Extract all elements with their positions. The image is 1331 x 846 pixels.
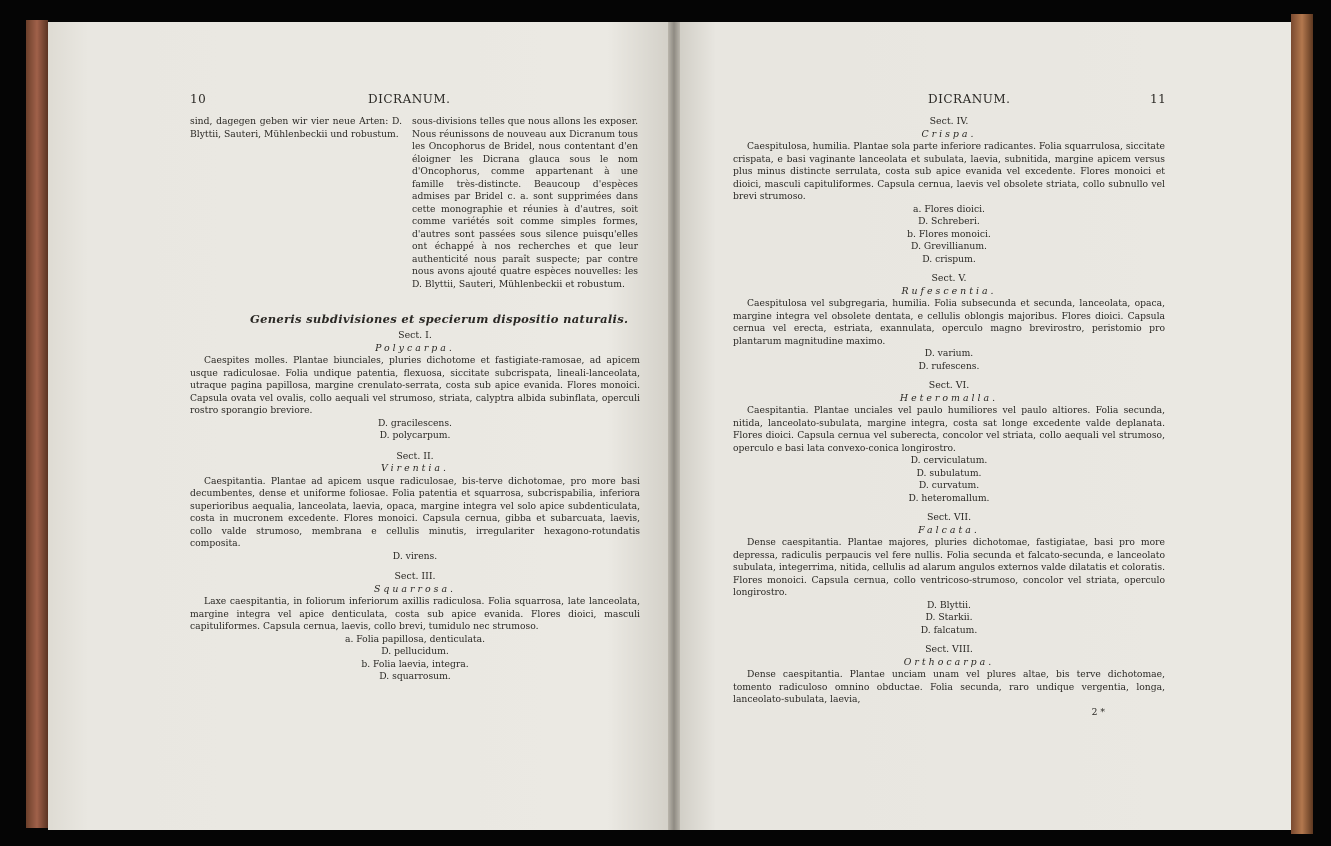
species-item: D. squarrosum. — [379, 671, 451, 682]
sect-heading: Sect. I. — [398, 330, 432, 341]
sect-description: Caespitulosa, humilia. Plantae sola parte inferiore radicantes. Folia squarrulosa, siccitate crispata, e basi vaginante lanceolata et subulata, laevia, subnitida, margine apicem versus plus minus distincte serrulata, costa sub apice evanida vel excedente. Flores monoici et dioici, masculi capituliformes. Capsula cernua, laevis vel obsolete striata, collo subnullo vel brevi strumoso. — [733, 141, 1165, 202]
sect-description: Caespites molles. Plantae biunciales, pluries dichotome et fastigiate-ramosae, ad apicem usque radiculosae. Folia undique patentia, flexuosa, siccitate subcrispata, lineali-lanceolata, utraque pagina papillosa, margine crenulato-serrata, costa sub apice evanida. Flores monoici. Capsula ovata vel ovalis, collo aequali vel strumoso, striata, calyptra albida subinflata, operculi rostro sporangio breviore. — [190, 355, 640, 416]
left-running-head: DICRANUM. — [368, 92, 451, 106]
left-sections — [190, 330, 640, 684]
section-title: Generis subdivisiones et specierum dispositio naturalis. — [250, 312, 629, 326]
species-item: D. falcatum. — [920, 624, 978, 636]
species-item: D. gracilescens. — [378, 417, 452, 429]
left-page-number: 10 — [190, 92, 207, 106]
sect-heading: Sect. VII. — [926, 512, 972, 523]
right-running-head: DICRANUM. — [928, 92, 1011, 106]
signature-mark: 2 * — [1091, 706, 1105, 718]
right-page-number: 11 — [1150, 92, 1167, 106]
species-item: D. pellucidum. — [381, 646, 449, 657]
sect-heading: Sect. VI. — [928, 380, 970, 391]
sect-description: Dense caespitantia. Plantae unciam unam vel plures altae, bis terve dichotomae, tomento radiculoso omnino obductae. Folia secunda, raro undique vergentia, longa, lanceolato-subulata, laevia, — [733, 669, 1165, 705]
sect-heading: Sect. III. — [394, 571, 436, 582]
species-item: D. Blyttii. — [927, 599, 971, 611]
sect-name: Orthocarpa. — [903, 656, 995, 668]
sect-description: Caespitulosa vel subgregaria, humilia. Folia subsecunda et secunda, lanceolata, opaca, margine integra vel obsolete dentata, e cellulis oblongis majoribus. Flores dioici. Capsula cernua vel erecta, estriata, exannulata, operculo magno brevirostro, peristomio pro plantarum magnitudine maximo. — [733, 298, 1165, 347]
book-cover-right-edge — [1291, 14, 1313, 834]
sect-name: Rufescentia. — [901, 285, 997, 297]
book-cover-left-edge — [26, 20, 48, 828]
species-item: D. Grevillianum. — [911, 241, 987, 252]
species-item: D. Starkii. — [925, 612, 973, 623]
sect-name: Heteromalla. — [899, 392, 999, 404]
species-item: D. crispum. — [922, 253, 976, 265]
right-sections — [733, 116, 1165, 719]
species-item: D. curvatum. — [918, 480, 980, 491]
species-item: D. virens. — [392, 550, 438, 562]
species-item: D. cerviculatum. — [910, 455, 988, 466]
sect-heading: Sect. IV. — [929, 116, 969, 127]
sect-heading: Sect. VIII. — [925, 644, 973, 655]
species-item: D. Schreberi. — [918, 216, 980, 227]
species-item: D. heteromallum. — [908, 492, 990, 504]
sect-name: Crispa. — [921, 128, 977, 140]
species-item: D. polycarpum. — [379, 430, 451, 441]
species-item: a. Flores dioici. — [913, 203, 985, 215]
sect-description: Dense caespitantia. Plantae majores, pluries dichotomae, fastigiatae, basi pro more depressa, radiculis perpaucis vel fere nullis. Folia secunda et falcato-secunda, e lanceolato subulata, integerrima, nitida, cellulis ad alarum angulos externos valde dilatatis et coloratis. Flores monoici. Capsula cernua, collo ventricoso-strumoso, concolor vel striata, operculo longirostro. — [733, 537, 1165, 598]
sect-name: Falcata. — [918, 524, 980, 536]
sect-name: Polycarpa. — [375, 342, 455, 354]
german-column: sind, dagegen geben wir vier neue Arten: D. Blyttii, Sauteri, Mühlenbeckii und robustum. — [190, 116, 402, 140]
sect-heading: Sect. V. — [931, 273, 967, 284]
species-item: D. varium. — [924, 348, 974, 359]
sect-heading: Sect. II. — [396, 450, 434, 462]
book-gutter — [668, 22, 680, 830]
species-item: a. Folia papillosa, denticulata. — [344, 633, 486, 645]
sect-name: Virentia. — [380, 463, 449, 474]
sect-description: Caespitantia. Plantae unciales vel paulo humiliores vel paulo altiores. Folia secunda, nitida, lanceolato-subulata, margine integra, costa sat longe excedente valde deplanata. Flores dioici. Capsula cernua vel suberecta, concolor vel striata, collo aequali vel strumoso, operculo e basi lata convexo-conica longirostro. — [733, 405, 1165, 454]
species-item: b. Flores monoici. — [907, 228, 991, 240]
french-column: sous-divisions telles que nous allons les exposer. Nous réunissons de nouveau aux Dicranum tous les Oncophorus de Bridel, nous contentant d'en éloigner les Dicrana glauca sous le nom d'Oncophorus, comme appartenant à une famille très-distincte. Beaucoup d'espèces admises par Bridel c. a. sont supprimées dans cette monographie et réunies à d'autres, soit comme variétés soit comme simples formes, d'autres sont passées sous silence puisqu'elles ont échappé à nos recherches et que leur authenticité nous paraît suspecte; par contre nous avons ajouté quatre espèces nouvelles: les D. Blyttii, Sauteri, Mühlenbeckii et robustum. — [412, 116, 638, 290]
sect-description: Caespitantia. Plantae ad apicem usque radiculosae, bis-terve dichotomae, pro more basi decumbentes, dense et uniforme foliosae. Folia patentia et squarrosa, subcrispabilia, inferiora superioribus aequalia, lanceolata, laevia, opaca, margine integra vel solo apice subdenticulata, costa in mucronem excedente. Flores monoici. Capsula cernua, gibba et subarcuata, laevis, collo valde strumoso, membrana e cellulis minutis, irregulariter hexagono-rotundatis composita. — [190, 475, 640, 549]
sect-description: Laxe caespitantia, in foliorum inferiorum axillis radiculosa. Folia squarrosa, late lanceolata, margine integra vel apice denticulata, costa sub apice evanida. Flores dioici, masculi capituliformes. Capsula cernua, laevis, collo brevi, tumidulo nec strumoso. — [190, 596, 640, 632]
species-item: D. rufescens. — [918, 360, 980, 372]
sect-name: Squarrosa. — [373, 583, 457, 595]
species-item: D. subulatum. — [916, 467, 982, 479]
species-item: b. Folia laevia, integra. — [361, 658, 469, 670]
